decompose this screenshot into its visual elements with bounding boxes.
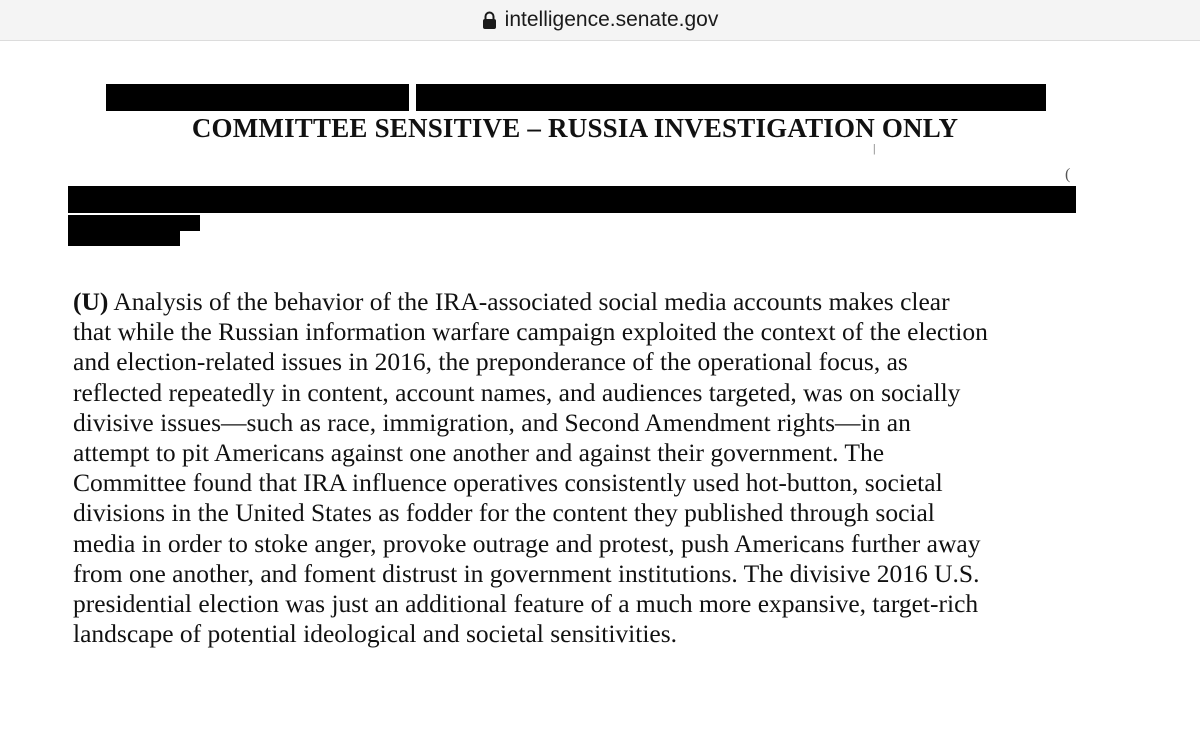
scan-artifact: | [873,141,876,155]
paragraph-line: divisive issues—such as race, immigration, and Second Amendment rights—in an [73,407,911,437]
paragraph-line: that while the Russian information warfare campaign exploited the context of the election [73,317,988,347]
url-text: intelligence.senate.gov [504,8,719,31]
paragraph-line: media in order to stoke anger, provoke outrage and protest, push Americans further away [73,528,981,558]
paragraph-line: and election-related issues in 2016, the preponderance of the operational focus, as [73,347,908,377]
body-paragraph [73,287,1183,649]
redaction-block [106,84,409,111]
document-page [0,41,1200,730]
redaction-block [68,186,1076,213]
paragraph-line: from one another, and foment distrust in government institutions. The divisive 2016 U.S. [73,558,980,588]
classification-marking: (U) [73,287,109,316]
paragraph-line: divisions in the United States as fodder for the content they published through social [73,498,935,528]
redaction-block [416,84,1046,111]
paragraph-line: (U) Analysis of the behavior of the IRA-associated social media accounts makes clear [73,287,950,316]
classification-banner: COMMITTEE SENSITIVE – RUSSIA INVESTIGATION ONLY [191,113,959,143]
scan-artifact: ( [1065,166,1071,183]
paragraph-line: presidential election was just an additional feature of a much more expansive, target-rich [73,589,979,619]
paragraph-line: reflected repeatedly in content, account names, and audiences targeted, was on socially [73,377,961,407]
paragraph-line: Committee found that IRA influence operatives consistently used hot-button, societal [73,468,943,498]
address-bar[interactable] [0,0,1200,41]
paragraph-line: landscape of potential ideological and societal sensitivities. [73,619,678,649]
redaction-block [68,229,180,246]
paragraph-line: attempt to pit Americans against one another and against their government. The [73,438,885,468]
lock-icon [482,11,497,30]
